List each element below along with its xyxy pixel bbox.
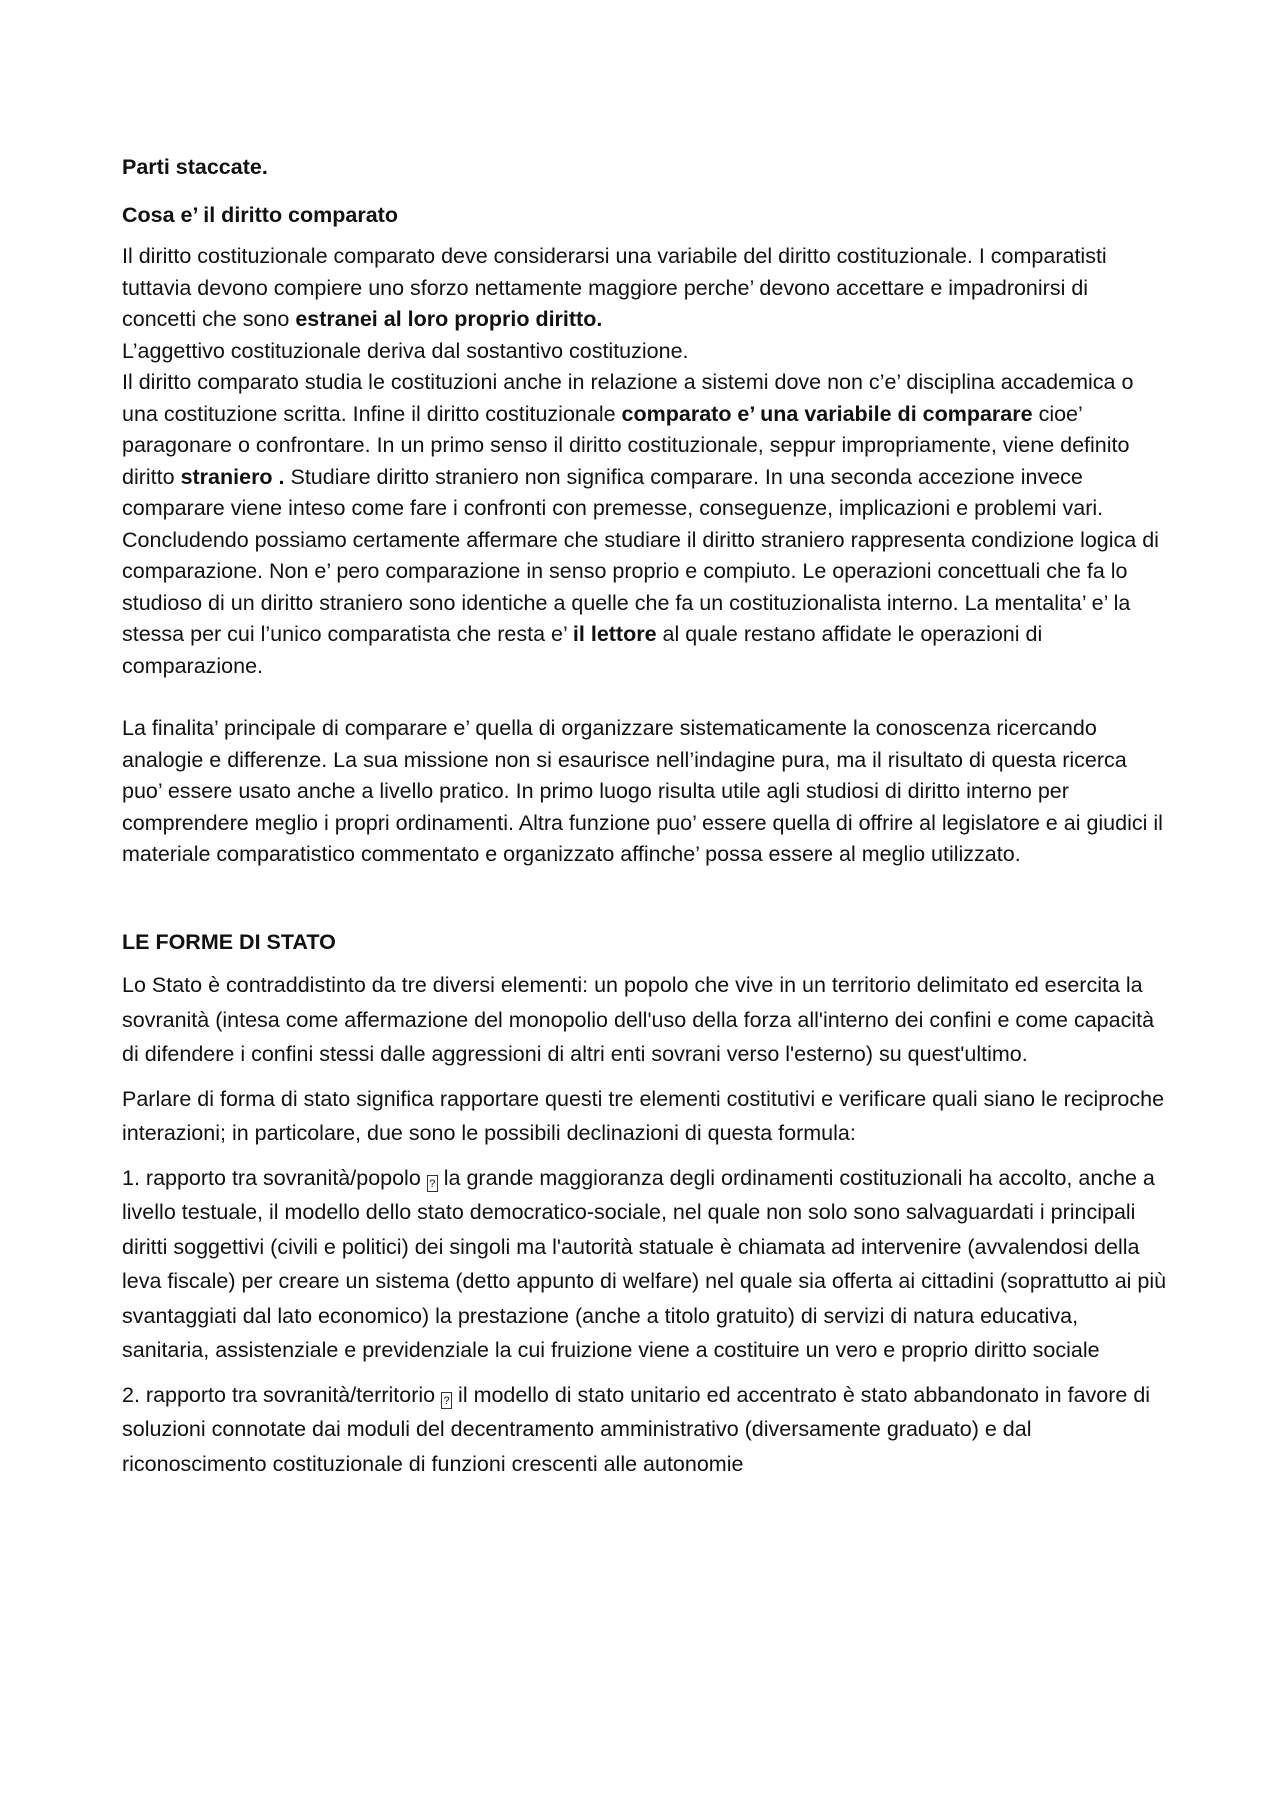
list-item-text: la grande maggioranza degli ordinamenti costituzionali ha accolto, anche a livello testuale, il modello dello stato democratico-sociale, nel quale non solo sono salvaguardati i principali diritti soggettivi (civili e politici) dei singoli ma l'autorità statuale è chiamata ad intervenire (avvalendosi della leva fiscale) per creare un sistema (detto appunto di welfare) nel quale sia offerta ai cittadini (soprattutto ai più svantaggiati dal lato economico) la prestazione (anche a titolo gratuito) di servizi di natura educativa, sanitaria, assistenziale e previdenziale la cui fruizione viene a costituire un vero e proprio diritto sociale bbox=[122, 1165, 1167, 1362]
bold-run: estranei al loro proprio diritto. bbox=[295, 307, 603, 331]
text-run: al quale restano affidate le operazioni di comparazione. bbox=[122, 622, 1043, 678]
paragraph-forma-di-stato: Parlare di forma di stato significa rapportare questi tre elementi costitutivi e verificare quali siano le reciproche interazioni; in particolare, due sono le possibili declinazioni di questa formula: bbox=[122, 1086, 1165, 1145]
bold-run: straniero . bbox=[180, 464, 285, 489]
list-item-lead: 1. rapporto tra sovranità/popolo bbox=[122, 1165, 427, 1190]
bold-run: il lettore bbox=[572, 622, 657, 646]
text-run: Il diritto comparato studia le costituzioni anche in relazione a sistemi dove non c’e’ disciplina accademica o una costituzione scritta. Infine il diritto costituzionale bbox=[122, 370, 1134, 426]
text-run: Studiare diritto straniero non significa comparare. In una seconda accezione invece comparare viene inteso come fare i confronti con premesse, conseguenze, implicazioni e problemi vari. Concludendo possiamo certamente affermare che studiare il diritto straniero rappresenta condizione logica di comparazione. Non e’ pero comparazione in senso proprio e compiuto. Le operazioni concettuali che fa lo studioso di un diritto straniero sono identiche a quelle che fa un costituzionalista interno. La mentalita’ e’ la stessa per cui l’unico comparatista che resta e’ bbox=[122, 464, 1159, 646]
list-item-sovranita-popolo bbox=[122, 1161, 1167, 1368]
list-item-lead: 2. rapporto tra sovranità/territorio bbox=[122, 1382, 442, 1407]
paragraph-finalita: La finalita’ principale di comparare e’ quella di organizzare sistematicamente la conoscenza ricercando analogie e differenze. La sua missione non si esaurisce nell’indagine pura, ma il risultato di questa ricerca puo’ essere usato anche a livello pratico. In primo luogo risulta utile agli studiosi di diritto interno per comprendere meglio i propri ordinamenti. Altra funzione puo’ essere quella di offrire al legislatore e ai giudici il materiale comparatistico commentato e organizzato affinche’ possa essere al meglio utilizzato. bbox=[122, 716, 1163, 866]
section-heading-diritto-comparato: Cosa e’ il diritto comparato bbox=[122, 202, 398, 227]
list-item-sovranita-territorio bbox=[122, 1378, 1167, 1482]
document-title: Parti staccate. bbox=[122, 155, 268, 179]
document-page bbox=[122, 152, 1167, 1481]
missing-glyph-icon: ? bbox=[427, 1175, 438, 1192]
paragraph-diritto-comparato bbox=[122, 241, 1167, 682]
list-item-text: il modello di stato unitario ed accentrato è stato abbandonato in favore di soluzioni connotate dai moduli del decentramento amministrativo (diversamente graduato) e dal riconoscimento costituzionale di funzioni crescenti alle autonomie bbox=[122, 1382, 1151, 1476]
text-run: L’aggettivo costituzionale deriva dal sostantivo costituzione. bbox=[122, 338, 689, 363]
text-run: cioe’ paragonare o confrontare. In un primo senso il diritto costituzionale, seppur impropriamente, viene definito diritto bbox=[122, 401, 1130, 489]
section-forme-di-stato-body bbox=[122, 968, 1167, 1481]
text-run: Il diritto costituzionale comparato deve considerarsi una variabile del diritto costituzionale. I comparatisti tuttavia devono compiere uno sforzo nettamente maggiore perche’ devono accettare e impadronirsi di concetti che sono bbox=[122, 244, 1107, 331]
bold-run: comparato e’ una variabile di comparare bbox=[621, 401, 1033, 426]
missing-glyph-icon: ? bbox=[441, 1392, 452, 1409]
section-heading-forme-di-stato: LE FORME DI STATO bbox=[122, 929, 336, 954]
paragraph-elementi-stato: Lo Stato è contraddistinto da tre diversi elementi: un popolo che vive in un territorio delimitato ed esercita la sovranità (intesa come affermazione del monopolio dell'uso della forza all'interno dei confini e come capacità di difendere i confini stessi dalle aggressioni di altri enti sovrani verso l'esterno) su quest'ultimo. bbox=[122, 973, 1155, 1066]
